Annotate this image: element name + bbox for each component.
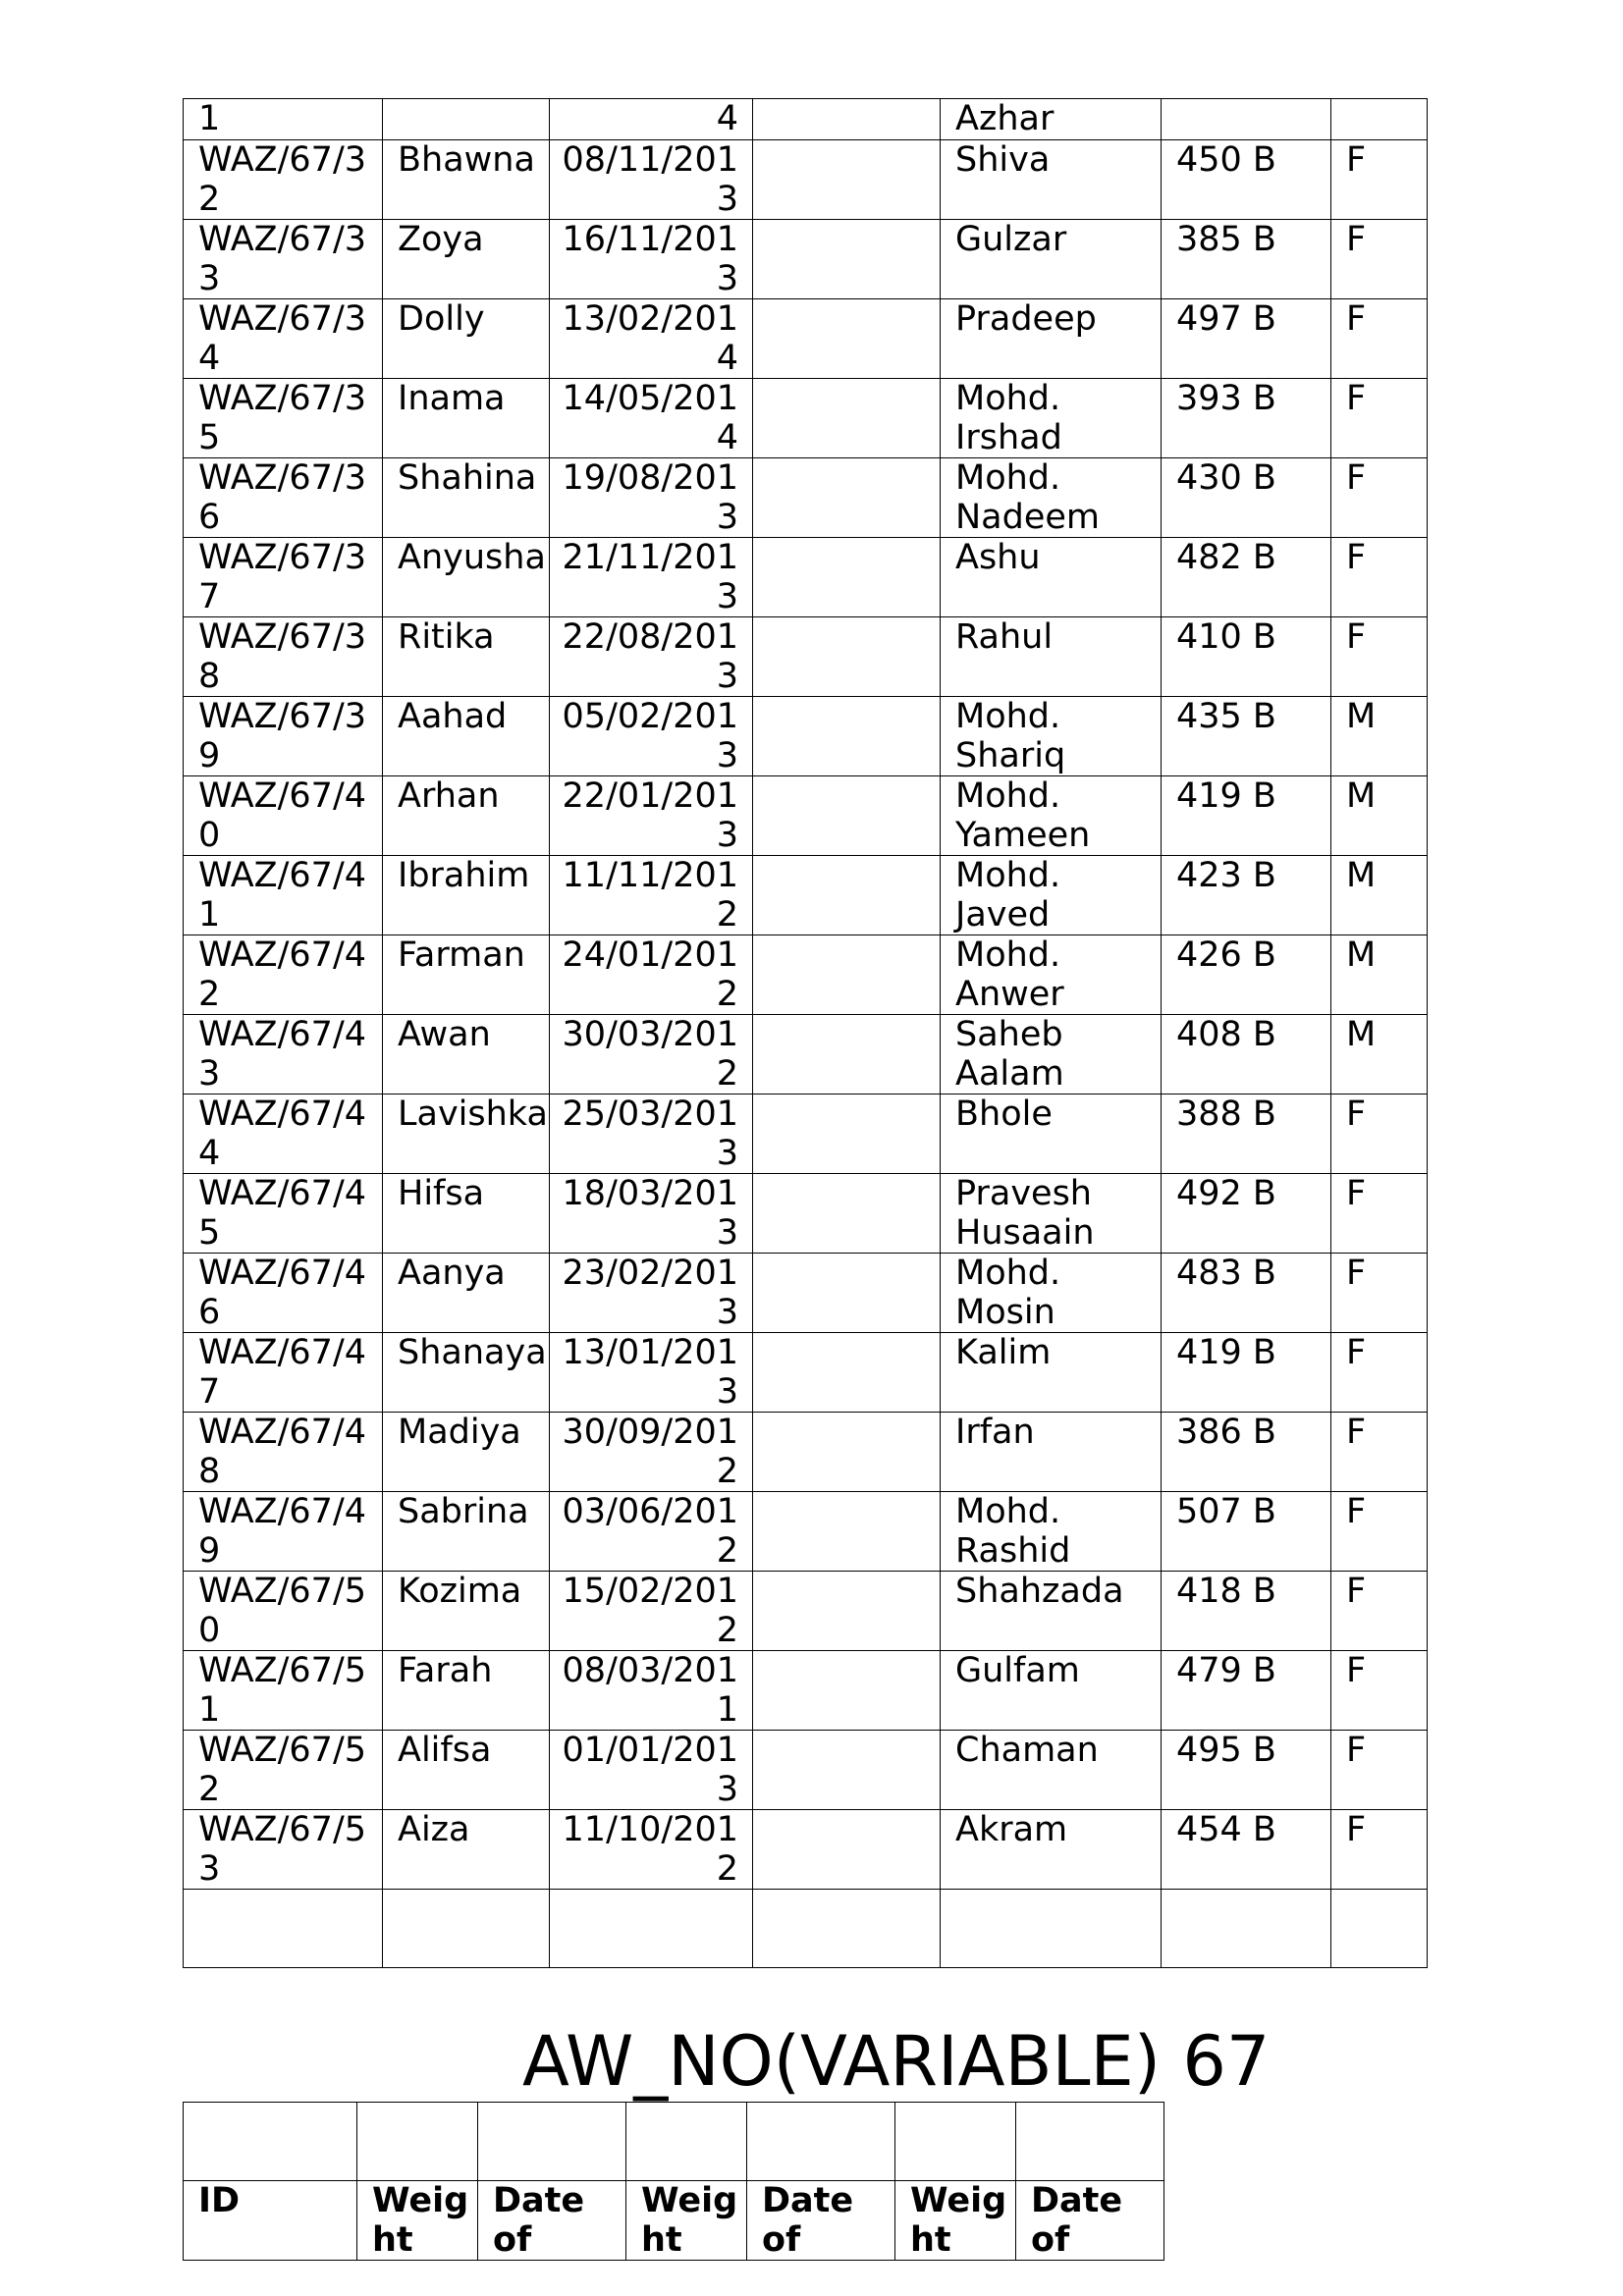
father-name-cell: Ashu [941, 538, 1162, 617]
gender-cell: F [1331, 1413, 1428, 1492]
blank-cell [753, 1890, 941, 1968]
code-cell: 435 B [1162, 697, 1331, 776]
student-name-cell: Dolly [383, 299, 550, 379]
date-of-birth-cell: 03/06/2012 [550, 1492, 753, 1572]
student-name-cell [383, 99, 550, 140]
student-id-cell: WAZ/67/49 [184, 1492, 383, 1572]
date-of-birth-cell: 18/03/2013 [550, 1174, 753, 1254]
blank-cell [753, 1810, 941, 1890]
father-name-cell: Kalim [941, 1333, 1162, 1413]
blank-cell [753, 935, 941, 1015]
father-name-cell: Shiva [941, 140, 1162, 220]
blank-cell [753, 1572, 941, 1651]
student-id-cell: WAZ/67/47 [184, 1333, 383, 1413]
gender-cell: M [1331, 935, 1428, 1015]
gender-cell: F [1331, 617, 1428, 697]
blank-cell [753, 856, 941, 935]
table-cell [1016, 2103, 1164, 2181]
blank-cell [753, 776, 941, 856]
blank-cell [753, 1651, 941, 1731]
table-row [184, 697, 1428, 776]
code-cell: 507 B [1162, 1492, 1331, 1572]
table-cell [895, 2103, 1016, 2181]
code-cell: 385 B [1162, 220, 1331, 299]
father-name-cell: Pravesh Husaain [941, 1174, 1162, 1254]
gender-cell: F [1331, 1572, 1428, 1651]
code-cell: 386 B [1162, 1413, 1331, 1492]
date-of-birth-cell: 05/02/2013 [550, 697, 753, 776]
table-row [184, 617, 1428, 697]
code-cell: 408 B [1162, 1015, 1331, 1095]
gender-cell: F [1331, 458, 1428, 538]
student-id-cell: WAZ/67/36 [184, 458, 383, 538]
table-row [184, 1731, 1428, 1810]
table-row [184, 458, 1428, 538]
table-row [184, 1413, 1428, 1492]
code-cell: 492 B [1162, 1174, 1331, 1254]
student-name-cell: Lavishka [383, 1095, 550, 1174]
aw-header-row [184, 2181, 1164, 2261]
code-cell: 410 B [1162, 617, 1331, 697]
father-name-cell [941, 1890, 1162, 1968]
date-of-birth-cell: 23/02/2013 [550, 1254, 753, 1333]
student-name-cell: Madiya [383, 1413, 550, 1492]
student-id-cell: WAZ/67/38 [184, 617, 383, 697]
student-name-cell: Aanya [383, 1254, 550, 1333]
father-name-cell: Mohd. Rashid [941, 1492, 1162, 1572]
table-row [184, 935, 1428, 1015]
father-name-cell: Shahzada [941, 1572, 1162, 1651]
gender-cell: F [1331, 1492, 1428, 1572]
table-row [184, 1254, 1428, 1333]
aw-header-date: Date of [478, 2181, 626, 2261]
student-name-cell: Farman [383, 935, 550, 1015]
code-cell: 482 B [1162, 538, 1331, 617]
date-of-birth-cell: 25/03/2013 [550, 1095, 753, 1174]
code-cell: 450 B [1162, 140, 1331, 220]
date-of-birth-cell: 22/08/2013 [550, 617, 753, 697]
date-of-birth-cell [550, 1890, 753, 1968]
father-name-cell: Rahul [941, 617, 1162, 697]
gender-cell [1331, 99, 1428, 140]
student-name-cell: Ritika [383, 617, 550, 697]
student-table-body [184, 99, 1428, 1968]
gender-cell: F [1331, 220, 1428, 299]
table-row [184, 1651, 1428, 1731]
student-name-cell: Hifsa [383, 1174, 550, 1254]
table-row [184, 776, 1428, 856]
student-name-cell: Ibrahim [383, 856, 550, 935]
code-cell: 497 B [1162, 299, 1331, 379]
code-cell: 388 B [1162, 1095, 1331, 1174]
student-id-cell: WAZ/67/48 [184, 1413, 383, 1492]
table-cell [747, 2103, 895, 2181]
blank-cell [753, 1095, 941, 1174]
student-name-cell: Sabrina [383, 1492, 550, 1572]
father-name-cell: Akram [941, 1810, 1162, 1890]
table-cell [626, 2103, 747, 2181]
table-row [184, 856, 1428, 935]
student-id-cell: WAZ/67/37 [184, 538, 383, 617]
date-of-birth-cell: 22/01/2013 [550, 776, 753, 856]
gender-cell: F [1331, 1651, 1428, 1731]
gender-cell: M [1331, 1015, 1428, 1095]
aw-table [183, 2102, 1164, 2261]
table-row [184, 299, 1428, 379]
student-id-cell: WAZ/67/35 [184, 379, 383, 458]
father-name-cell: Mohd. Shariq [941, 697, 1162, 776]
code-cell: 426 B [1162, 935, 1331, 1015]
student-name-cell: Aiza [383, 1810, 550, 1890]
date-of-birth-cell: 30/09/2012 [550, 1413, 753, 1492]
father-name-cell: Mohd. Javed [941, 856, 1162, 935]
code-cell: 419 B [1162, 1333, 1331, 1413]
student-name-cell [383, 1890, 550, 1968]
father-name-cell: Azhar [941, 99, 1162, 140]
gender-cell: F [1331, 1333, 1428, 1413]
date-of-birth-cell: 11/11/2012 [550, 856, 753, 935]
student-id-cell: WAZ/67/42 [184, 935, 383, 1015]
aw-header-id: ID [184, 2181, 357, 2261]
father-name-cell: Irfan [941, 1413, 1162, 1492]
student-name-cell: Shanaya [383, 1333, 550, 1413]
student-name-cell: Inama [383, 379, 550, 458]
blank-cell [753, 1254, 941, 1333]
gender-cell: M [1331, 856, 1428, 935]
table-row [184, 1095, 1428, 1174]
table-row [184, 1492, 1428, 1572]
student-name-cell: Anyusha [383, 538, 550, 617]
gender-cell: F [1331, 1731, 1428, 1810]
blank-cell [753, 299, 941, 379]
table-row [184, 1015, 1428, 1095]
student-name-cell: Alifsa [383, 1731, 550, 1810]
date-of-birth-cell: 19/08/2013 [550, 458, 753, 538]
student-name-cell: Bhawna [383, 140, 550, 220]
table-row [184, 1890, 1428, 1968]
aw-header-date: Date of [747, 2181, 895, 2261]
code-cell [1162, 99, 1331, 140]
date-of-birth-cell: 21/11/2013 [550, 538, 753, 617]
student-id-cell: WAZ/67/53 [184, 1810, 383, 1890]
father-name-cell: Gulfam [941, 1651, 1162, 1731]
blank-cell [753, 1492, 941, 1572]
aw-blank-row [184, 2103, 1164, 2181]
blank-cell [753, 538, 941, 617]
student-name-cell: Zoya [383, 220, 550, 299]
table-row [184, 1810, 1428, 1890]
gender-cell: F [1331, 299, 1428, 379]
date-of-birth-cell: 11/10/2012 [550, 1810, 753, 1890]
table-cell [478, 2103, 626, 2181]
date-of-birth-cell: 16/11/2013 [550, 220, 753, 299]
aw-header-weight: Weight [357, 2181, 478, 2261]
table-cell [357, 2103, 478, 2181]
student-id-cell: WAZ/67/52 [184, 1731, 383, 1810]
student-id-cell: WAZ/67/34 [184, 299, 383, 379]
father-name-cell: Bhole [941, 1095, 1162, 1174]
date-of-birth-cell: 15/02/2012 [550, 1572, 753, 1651]
aw-header-date: Date of [1016, 2181, 1164, 2261]
aw-header-weight: Weight [895, 2181, 1016, 2261]
code-cell: 418 B [1162, 1572, 1331, 1651]
student-name-cell: Kozima [383, 1572, 550, 1651]
father-name-cell: Mohd. Nadeem [941, 458, 1162, 538]
student-id-cell: WAZ/67/45 [184, 1174, 383, 1254]
table-row [184, 1572, 1428, 1651]
student-id-cell [184, 1890, 383, 1968]
student-id-cell: WAZ/67/43 [184, 1015, 383, 1095]
student-name-cell: Aahad [383, 697, 550, 776]
code-cell: 393 B [1162, 379, 1331, 458]
blank-cell [753, 99, 941, 140]
gender-cell: F [1331, 1810, 1428, 1890]
student-id-cell: WAZ/67/50 [184, 1572, 383, 1651]
student-id-cell: WAZ/67/32 [184, 140, 383, 220]
student-id-cell: WAZ/67/40 [184, 776, 383, 856]
gender-cell: F [1331, 1095, 1428, 1174]
blank-cell [753, 220, 941, 299]
aw-header-weight: Weight [626, 2181, 747, 2261]
student-id-cell: WAZ/67/39 [184, 697, 383, 776]
student-name-cell: Farah [383, 1651, 550, 1731]
date-of-birth-cell: 14/05/2014 [550, 379, 753, 458]
father-name-cell: Saheb Aalam [941, 1015, 1162, 1095]
code-cell: 479 B [1162, 1651, 1331, 1731]
father-name-cell: Pradeep [941, 299, 1162, 379]
date-of-birth-cell: 24/01/2012 [550, 935, 753, 1015]
blank-cell [753, 1015, 941, 1095]
student-id-cell: WAZ/67/41 [184, 856, 383, 935]
date-of-birth-cell: 01/01/2013 [550, 1731, 753, 1810]
father-name-cell: Mohd. Yameen [941, 776, 1162, 856]
blank-cell [753, 1333, 941, 1413]
student-id-cell: WAZ/67/33 [184, 220, 383, 299]
student-name-cell: Arhan [383, 776, 550, 856]
blank-cell [753, 1174, 941, 1254]
father-name-cell: Mohd. Irshad [941, 379, 1162, 458]
student-id-cell: WAZ/67/51 [184, 1651, 383, 1731]
blank-cell [753, 1413, 941, 1492]
table-row [184, 140, 1428, 220]
gender-cell: M [1331, 697, 1428, 776]
date-of-birth-cell: 08/11/2013 [550, 140, 753, 220]
code-cell: 483 B [1162, 1254, 1331, 1333]
father-name-cell: Chaman [941, 1731, 1162, 1810]
date-of-birth-cell: 13/01/2013 [550, 1333, 753, 1413]
father-name-cell: Mohd. Mosin [941, 1254, 1162, 1333]
gender-cell [1331, 1890, 1428, 1968]
blank-cell [753, 1731, 941, 1810]
code-cell [1162, 1890, 1331, 1968]
blank-cell [753, 140, 941, 220]
blank-cell [753, 617, 941, 697]
student-table [183, 98, 1428, 1968]
table-row [184, 99, 1428, 140]
blank-cell [753, 697, 941, 776]
student-id-cell: 1 [184, 99, 383, 140]
table-cell [184, 2103, 357, 2181]
code-cell: 430 B [1162, 458, 1331, 538]
date-of-birth-cell: 13/02/2014 [550, 299, 753, 379]
student-id-cell: WAZ/67/46 [184, 1254, 383, 1333]
gender-cell: M [1331, 776, 1428, 856]
table-row [184, 379, 1428, 458]
table-row [184, 220, 1428, 299]
table-row [184, 538, 1428, 617]
date-of-birth-cell: 4 [550, 99, 753, 140]
student-name-cell: Awan [383, 1015, 550, 1095]
gender-cell: F [1331, 140, 1428, 220]
code-cell: 423 B [1162, 856, 1331, 935]
father-name-cell: Mohd. Anwer [941, 935, 1162, 1015]
gender-cell: F [1331, 1174, 1428, 1254]
gender-cell: F [1331, 1254, 1428, 1333]
table-row [184, 1174, 1428, 1254]
blank-cell [753, 458, 941, 538]
gender-cell: F [1331, 538, 1428, 617]
date-of-birth-cell: 30/03/2012 [550, 1015, 753, 1095]
blank-cell [753, 379, 941, 458]
student-name-cell: Shahina [383, 458, 550, 538]
code-cell: 495 B [1162, 1731, 1331, 1810]
date-of-birth-cell: 08/03/2011 [550, 1651, 753, 1731]
student-id-cell: WAZ/67/44 [184, 1095, 383, 1174]
section-title: AW_NO(VARIABLE) 67 [522, 2021, 1271, 2102]
table-row [184, 1333, 1428, 1413]
father-name-cell: Gulzar [941, 220, 1162, 299]
code-cell: 419 B [1162, 776, 1331, 856]
code-cell: 454 B [1162, 1810, 1331, 1890]
gender-cell: F [1331, 379, 1428, 458]
